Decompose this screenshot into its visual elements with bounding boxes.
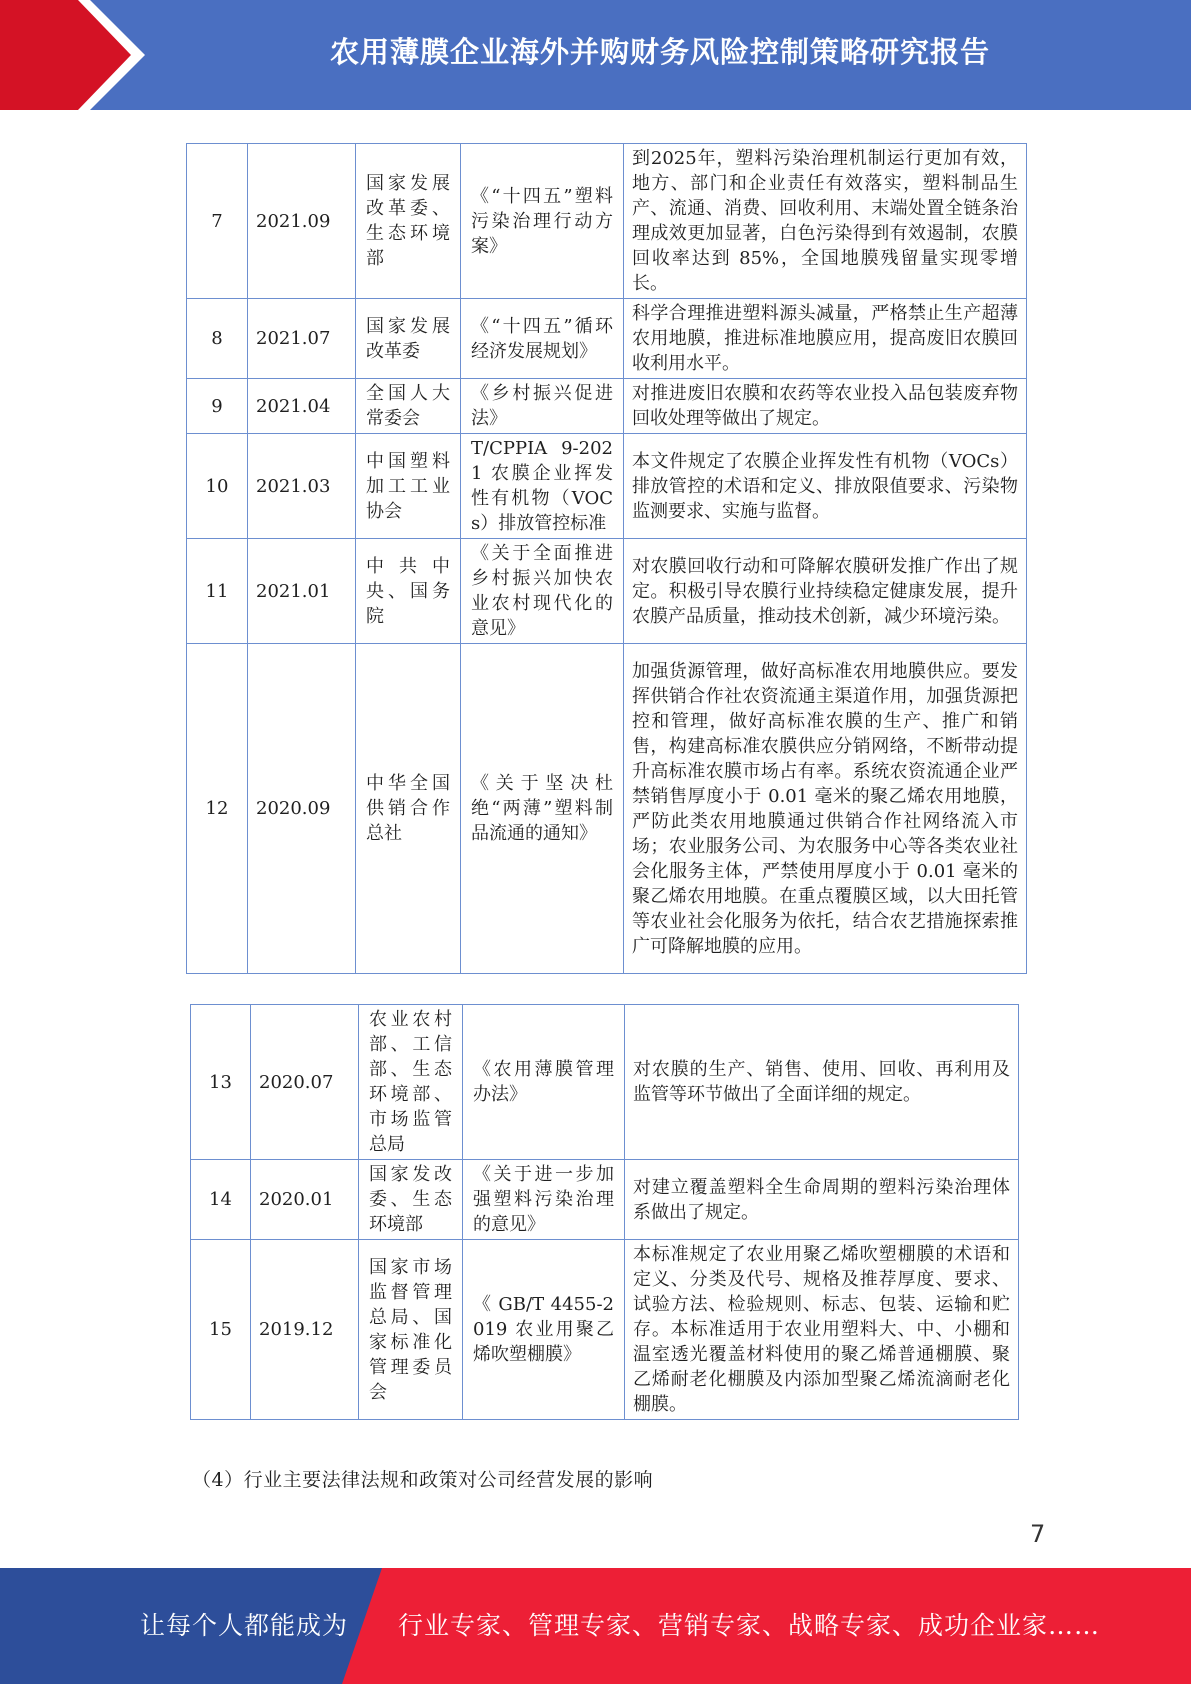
table-row [191,1160,1019,1240]
cell-document: 《“十四五”塑料污染治理行动方案》 [461,144,624,299]
cell-department: 中共中央、国务院 [356,539,461,644]
footer-slogan-left: 让每个人都能成为 [140,1611,349,1640]
cell-department: 全国人大常委会 [356,379,461,434]
cell-number: 8 [187,299,248,379]
cell-description: 到2025年，塑料污染治理机制运行更加有效，地方、部门和企业责任有效落实，塑料制品生产、流通、消费、回收利用、末端处置全链条治理成效更加显著，白色污染得到有效遏制，农膜回收率达到 85%，全国地膜残留量实现零增长。 [624,144,1027,299]
policy-table-part-1 [186,143,1027,974]
cell-description: 本文件规定了农膜企业挥发性有机物（VOCs）排放管控的术语和定义、排放限值要求、污染物监测要求、实施与监督。 [624,434,1027,539]
cell-date: 2019.12 [251,1240,359,1420]
header-banner [0,0,1191,110]
cell-date: 2021.04 [248,379,356,434]
report-title: 农用薄膜企业海外并购财务风险控制策略研究报告 [329,35,990,69]
footer-banner [0,1568,1191,1684]
cell-number: 14 [191,1160,251,1240]
cell-description: 加强货源管理，做好高标准农用地膜供应。要发挥供销合作社农资流通主渠道作用，加强货源把控和管理，做好高标准农膜的生产、推广和销售，构建高标准农膜供应分销网络，不断带动提升高标准农膜市场占有率。系统农资流通企业严禁销售厚度小于 0.01 毫米的聚乙烯农用地膜，严防此类农用地膜通过供销合作社网络流入市场；农业服务公司、为农服务中心等各类农业社会化服务主体，严禁使用厚度小于 0.01 毫米的聚乙烯农用地膜。在重点覆膜区域，以大田托管等农业社会化服务为依托，结合农艺措施探索推广可降解地膜的应用。 [624,644,1027,974]
cell-document: 《“十四五”循环经济发展规划》 [461,299,624,379]
cell-document: 《 GB/T 4455-2019 农业用聚乙烯吹塑棚膜》 [463,1240,625,1420]
cell-department: 农业农村部、工信部、生态环境部、市场监管总局 [359,1005,463,1160]
header-arrow-decoration [0,0,150,110]
cell-document: 《关于全面推进乡村振兴加快农业农村现代化的意见》 [461,539,624,644]
cell-department: 国家发改委、生态环境部 [359,1160,463,1240]
cell-date: 2020.01 [251,1160,359,1240]
cell-number: 13 [191,1005,251,1160]
page-number: 7 [1030,1520,1046,1548]
table-row [191,1005,1019,1160]
table-row [187,379,1027,434]
cell-department: 国家发展改革委、生态环境部 [356,144,461,299]
table-row [191,1240,1019,1420]
section-heading: （4）行业主要法律法规和政策对公司经营发展的影响 [192,1469,654,1491]
cell-description: 对农膜回收行动和可降解农膜研发推广作出了规定。积极引导农膜行业持续稳定健康发展，提升农膜产品质量，推动技术创新，减少环境污染。 [624,539,1027,644]
cell-date: 2021.09 [248,144,356,299]
cell-description: 对农膜的生产、销售、使用、回收、再利用及监管等环节做出了全面详细的规定。 [625,1005,1019,1160]
cell-department: 国家发展改革委 [356,299,461,379]
cell-description: 本标准规定了农业用聚乙烯吹塑棚膜的术语和定义、分类及代号、规格及推荐厚度、要求、试验方法、检验规则、标志、包装、运输和贮存。本标准适用于农业用塑料大、中、小棚和温室透光覆盖材料使用的聚乙烯普通棚膜、聚乙烯耐老化棚膜及内添加型聚乙烯流滴耐老化棚膜。 [625,1240,1019,1420]
cell-description: 科学合理推进塑料源头减量，严格禁止生产超薄农用地膜，推进标准地膜应用，提高废旧农膜回收利用水平。 [624,299,1027,379]
cell-date: 2020.07 [251,1005,359,1160]
cell-date: 2020.09 [248,644,356,974]
cell-date: 2021.03 [248,434,356,539]
cell-number: 10 [187,434,248,539]
table-row [187,144,1027,299]
cell-document: T/CPPIA 9-2021 农膜企业挥发性有机物（VOCs）排放管控标准 [461,434,624,539]
cell-department: 国家市场监督管理总局、国家标准化管理委员会 [359,1240,463,1420]
table-row [187,539,1027,644]
cell-document: 《乡村振兴促进法》 [461,379,624,434]
table-row [187,434,1027,539]
cell-description: 对推进废旧农膜和农药等农业投入品包装废弃物回收处理等做出了规定。 [624,379,1027,434]
cell-number: 11 [187,539,248,644]
cell-number: 7 [187,144,248,299]
cell-document: 《农用薄膜管理办法》 [463,1005,625,1160]
cell-document: 《关于坚决杜绝“两薄”塑料制品流通的通知》 [461,644,624,974]
cell-number: 12 [187,644,248,974]
cell-number: 15 [191,1240,251,1420]
table-row [187,299,1027,379]
cell-date: 2021.07 [248,299,356,379]
cell-department: 中国塑料加工工业协会 [356,434,461,539]
cell-department: 中华全国供销合作总社 [356,644,461,974]
cell-document: 《关于进一步加强塑料污染治理的意见》 [463,1160,625,1240]
policy-table-part-2 [190,1004,1019,1420]
table-row [187,644,1027,974]
footer-slogan-right: 行业专家、管理专家、营销专家、战略专家、成功企业家…… [398,1611,1101,1640]
cell-number: 9 [187,379,248,434]
cell-date: 2021.01 [248,539,356,644]
cell-description: 对建立覆盖塑料全生命周期的塑料污染治理体系做出了规定。 [625,1160,1019,1240]
